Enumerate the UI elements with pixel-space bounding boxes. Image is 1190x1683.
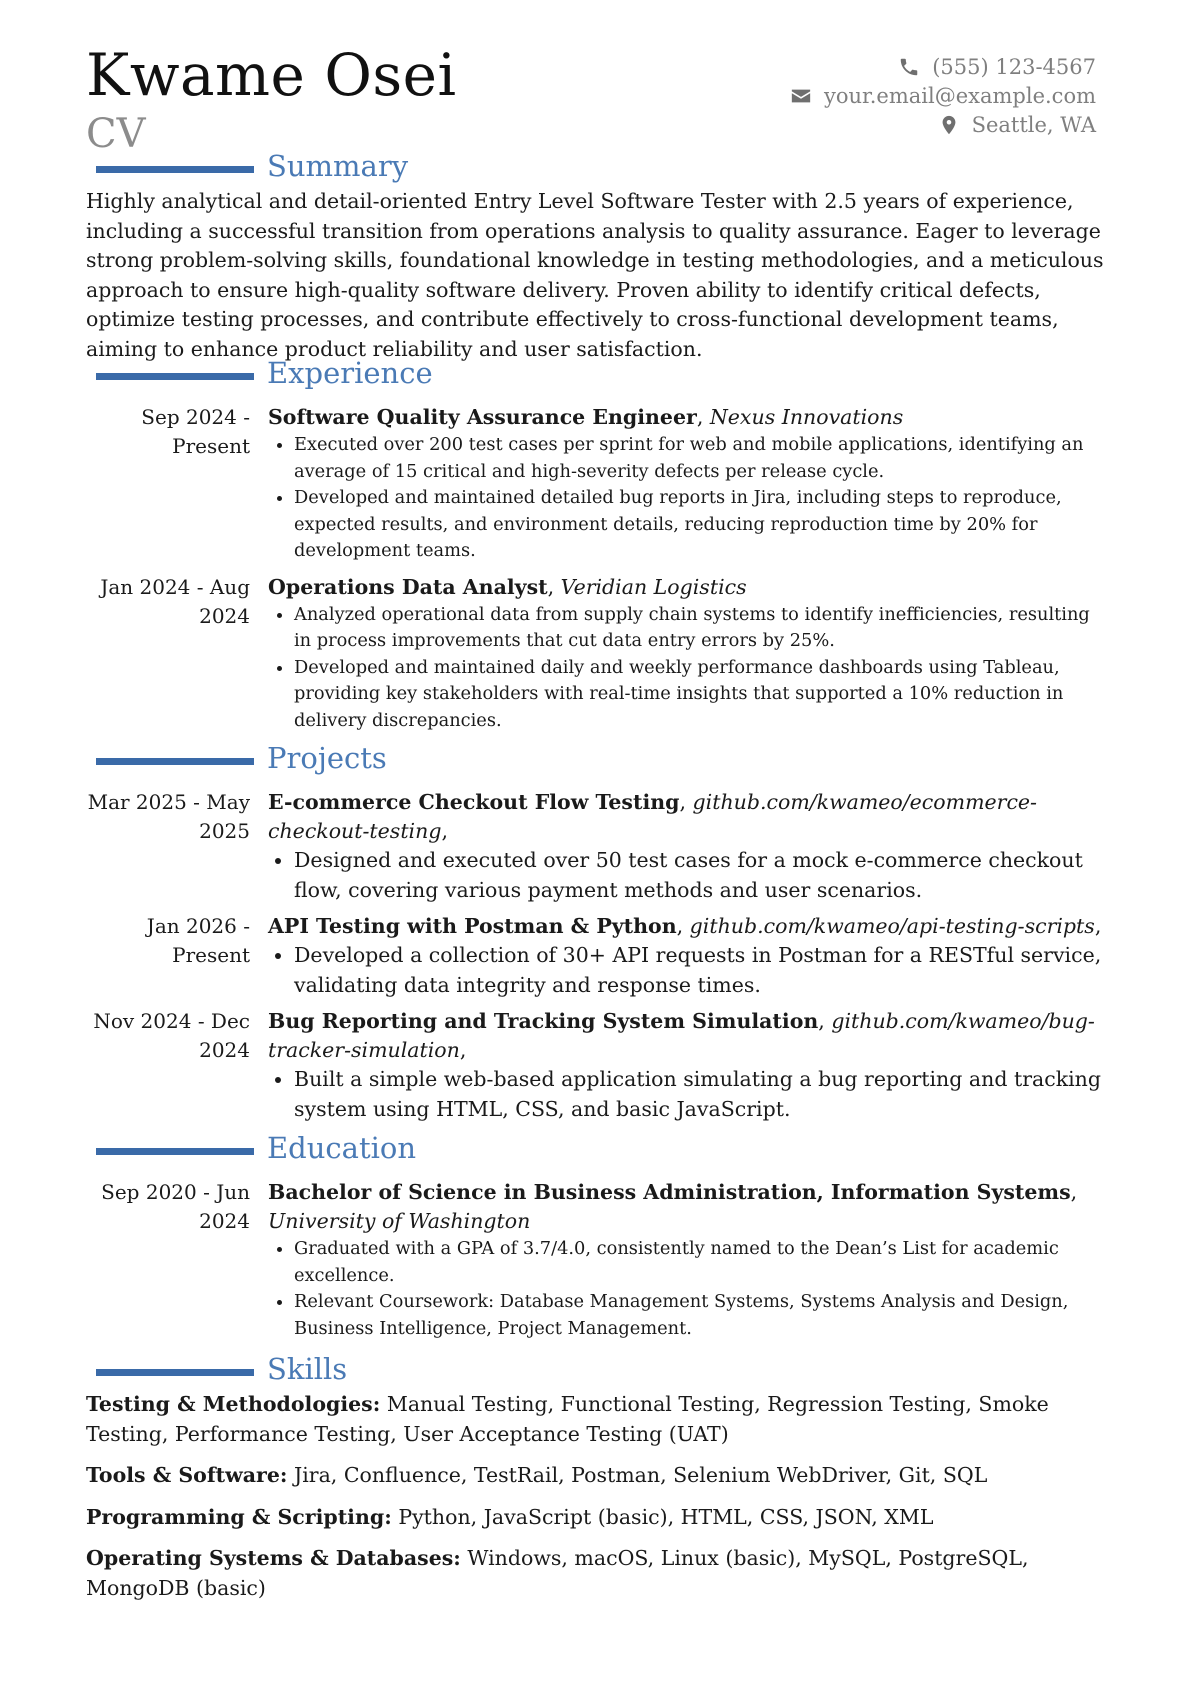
skills-heading bbox=[86, 1352, 1106, 1390]
header bbox=[86, 40, 1096, 158]
entry-date: Mar 2025 - May 2025 bbox=[87, 790, 250, 843]
phone-icon bbox=[898, 56, 920, 78]
skill-label: Tools & Software: bbox=[86, 1463, 288, 1487]
bullet-item: • Analyzed operational data from supply chain systems to identify inefficiencies, resulting in process improvements that cut data entry errors by 25%. bbox=[294, 602, 1106, 655]
skill-line bbox=[86, 1461, 1106, 1491]
skill-line bbox=[86, 1390, 1106, 1449]
section-bar bbox=[96, 166, 254, 173]
skills-section bbox=[86, 1352, 1106, 1603]
skill-label: Programming & Scripting: bbox=[86, 1504, 392, 1529]
document-subtitle: CV bbox=[86, 111, 146, 157]
education-section bbox=[86, 1131, 1106, 1342]
projects-section bbox=[86, 741, 1106, 1124]
bullet-item: • Designed and executed over 50 test cases for a mock e-commerce checkout flow, covering various payment methods and user scenarios. bbox=[294, 846, 1106, 905]
company-name: Nexus Innovations bbox=[709, 405, 904, 429]
bullet-list bbox=[268, 846, 1106, 905]
bullet-item: • Developed and maintained daily and weekly performance dashboards using Tableau, providing key stakeholders with real-time insights that supported a 10% reduction in delivery discrepancies. bbox=[294, 655, 1106, 735]
project-name: API Testing with Postman & Python bbox=[268, 914, 677, 938]
skill-label: Testing & Methodologies: bbox=[86, 1392, 381, 1416]
education-heading bbox=[86, 1131, 1106, 1169]
bullet-list bbox=[268, 602, 1106, 735]
section-title: Projects bbox=[267, 741, 387, 775]
bullet-list bbox=[268, 432, 1106, 565]
bullet-item: • Executed over 200 test cases per sprint for web and mobile applications, identifying an average of 15 critical and high-severity defects per release cycle. bbox=[294, 432, 1106, 485]
project-name: Bug Reporting and Tracking System Simulation bbox=[268, 1009, 819, 1033]
section-title: Summary bbox=[267, 149, 409, 183]
contact-info bbox=[790, 52, 1096, 139]
entry-title: Bachelor of Science in Business Administration, Information Systems, University of Washington bbox=[268, 1180, 1078, 1233]
location-text: Seattle, WA bbox=[971, 112, 1096, 137]
company-name: Veridian Logistics bbox=[560, 574, 747, 599]
entry-date: Sep 2020 - Jun 2024 bbox=[101, 1180, 250, 1233]
project-link[interactable]: github.com/kwameo/ecommerce-checkout-testing bbox=[268, 790, 1037, 843]
entry-date: Sep 2024 - Present bbox=[141, 405, 250, 458]
section-title: Education bbox=[267, 1131, 417, 1165]
project-entry bbox=[86, 1007, 1106, 1124]
email-text[interactable]: your.email@example.com bbox=[823, 83, 1096, 108]
project-entry bbox=[86, 912, 1106, 1000]
skill-line bbox=[86, 1503, 1106, 1533]
entry-title: Operations Data Analyst, Veridian Logistics bbox=[268, 574, 747, 599]
entry-title: Software Quality Assurance Engineer, Nexus Innovations bbox=[268, 405, 904, 429]
skill-value: Jira, Confluence, TestRail, Postman, Selenium WebDriver, Git, SQL bbox=[294, 1463, 988, 1487]
entry-title: API Testing with Postman & Python, github.com/kwameo/api-testing-scripts, bbox=[268, 914, 1102, 938]
entry-title: E-commerce Checkout Flow Testing, github.com/kwameo/ecommerce-checkout-testing, bbox=[268, 790, 1037, 843]
experience-heading bbox=[86, 356, 1106, 394]
bullet-item: • Graduated with a GPA of 3.7/4.0, consistently named to the Dean’s List for academic excellence. bbox=[294, 1236, 1106, 1289]
section-bar bbox=[96, 373, 254, 380]
skill-value: Windows, macOS, Linux (basic), MySQL, PostgreSQL, MongoDB (basic) bbox=[86, 1546, 1029, 1600]
skill-label: Operating Systems & Databases: bbox=[86, 1546, 461, 1570]
summary-section bbox=[86, 149, 1106, 364]
skill-value: Python, JavaScript (basic), HTML, CSS, JSON, XML bbox=[398, 1504, 934, 1529]
education-entry bbox=[86, 1178, 1106, 1342]
project-entry bbox=[86, 788, 1106, 905]
section-title: Experience bbox=[267, 356, 433, 390]
summary-text: Highly analytical and detail-oriented Entry Level Software Tester with 2.5 years of experience, including a successful transition from operations analysis to quality assurance. Eager to leverage strong problem-solving skills, foundational knowledge in testing methodologies, and a meticulous approach to ensure high-quality software delivery. Proven ability to identify critical defects, optimize testing processes, and contribute effectively to cross-functional development teams, aiming to enhance product reliability and user satisfaction. bbox=[86, 189, 1104, 361]
degree-name: Bachelor of Science in Business Administration, Information Systems bbox=[268, 1180, 1071, 1204]
summary-heading bbox=[86, 149, 1106, 187]
email-row bbox=[790, 81, 1096, 110]
experience-entry bbox=[86, 573, 1106, 735]
bullet-item: • Developed a collection of 30+ API requests in Postman for a RESTful service, validating data integrity and response times. bbox=[294, 941, 1106, 1000]
experience-section bbox=[86, 356, 1106, 734]
phone-text: (555) 123-4567 bbox=[932, 54, 1096, 79]
entry-title: Bug Reporting and Tracking System Simulation, github.com/kwameo/bug-tracker-simulation, bbox=[268, 1009, 1095, 1062]
job-title: Operations Data Analyst bbox=[268, 574, 548, 599]
bullet-item: • Built a simple web-based application simulating a bug reporting and tracking system using HTML, CSS, and basic JavaScript. bbox=[294, 1065, 1106, 1124]
bullet-list bbox=[268, 941, 1106, 1000]
location-row bbox=[790, 110, 1096, 139]
projects-heading bbox=[86, 741, 1106, 779]
person-name: Kwame Osei bbox=[86, 41, 457, 109]
section-bar bbox=[96, 1369, 254, 1376]
map-pin-icon bbox=[938, 114, 960, 136]
bullet-item: • Developed and maintained detailed bug reports in Jira, including steps to reproduce, expected results, and environment details, reducing reproduction time by 20% for development teams. bbox=[294, 485, 1106, 565]
section-bar bbox=[96, 1148, 254, 1155]
phone-row bbox=[790, 52, 1096, 81]
project-link[interactable]: github.com/kwameo/api-testing-scripts bbox=[689, 914, 1095, 938]
bullet-list bbox=[268, 1065, 1106, 1124]
bullet-item: • Relevant Coursework: Database Management Systems, Systems Analysis and Design, Business Intelligence, Project Management. bbox=[294, 1289, 1106, 1342]
entry-date: Jan 2024 - Aug 2024 bbox=[100, 574, 250, 628]
skill-line bbox=[86, 1544, 1106, 1603]
school-name: University of Washington bbox=[268, 1209, 531, 1233]
bullet-list bbox=[268, 1236, 1106, 1342]
job-title: Software Quality Assurance Engineer bbox=[268, 405, 697, 429]
skill-value: Manual Testing, Functional Testing, Regression Testing, Smoke Testing, Performance Testing, User Acceptance Testing (UAT) bbox=[86, 1392, 1049, 1446]
entry-date: Nov 2024 - Dec 2024 bbox=[93, 1009, 250, 1062]
envelope-icon bbox=[790, 85, 812, 107]
section-bar bbox=[96, 758, 254, 765]
project-link[interactable]: github.com/kwameo/bug-tracker-simulation bbox=[268, 1009, 1095, 1062]
project-name: E-commerce Checkout Flow Testing bbox=[268, 790, 680, 814]
entry-date: Jan 2026 - Present bbox=[146, 914, 250, 967]
section-title: Skills bbox=[267, 1352, 348, 1386]
experience-entry bbox=[86, 403, 1106, 565]
